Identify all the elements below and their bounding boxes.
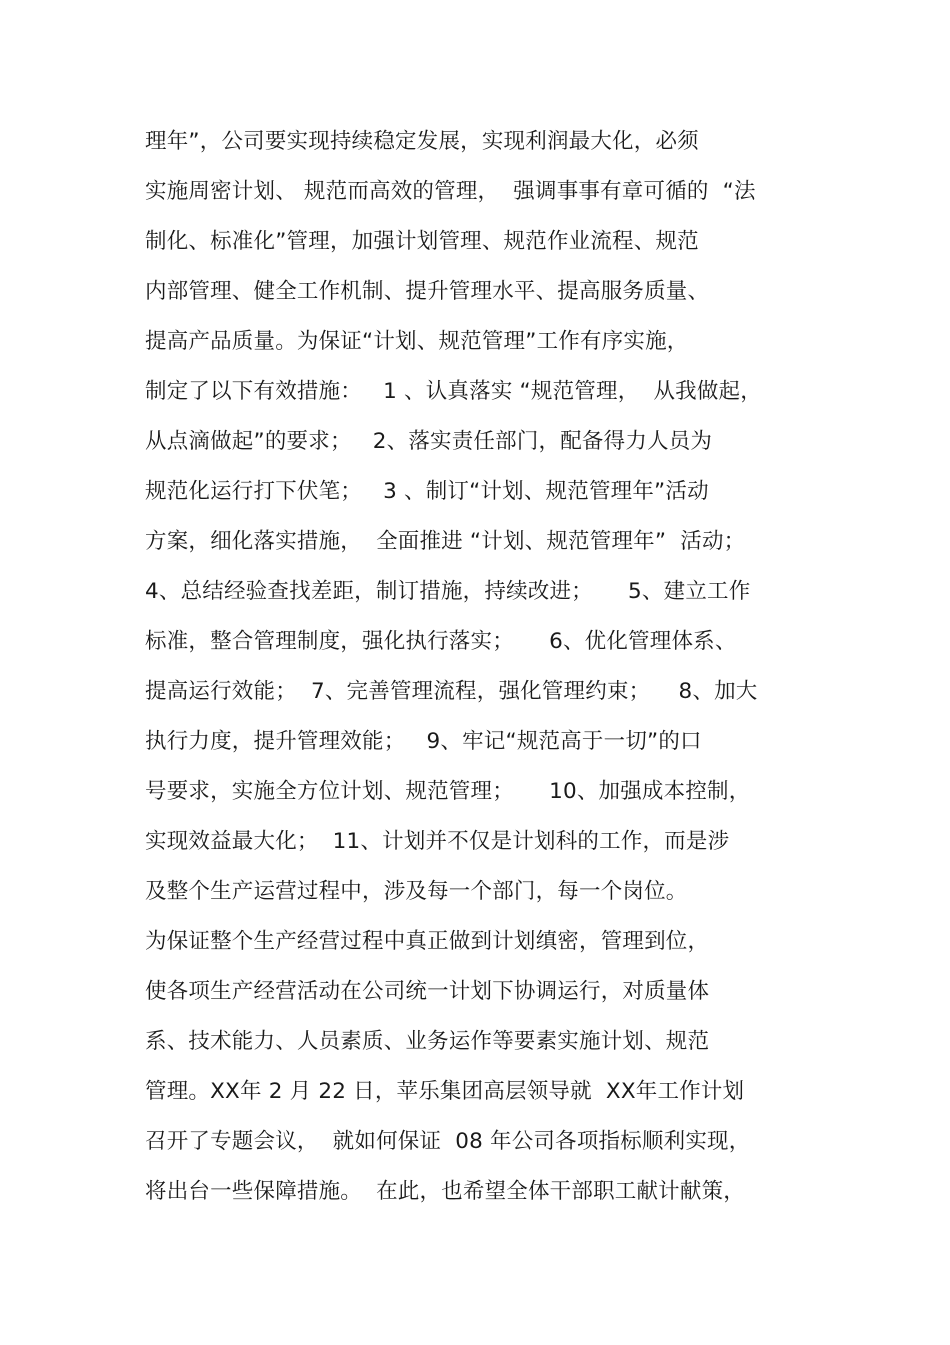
- text-line: 规范化运行打下伏笔； 3 、制订“计划、规范管理年”活动: [145, 479, 709, 504]
- text-line: 系、技术能力、人员素质、业务运作等要素实施计划、规范: [145, 1029, 710, 1054]
- text-line: 将出台一些保障措施。 在此，也希望全体干部职工献计献策，: [145, 1179, 745, 1204]
- text-line: 提高产品质量。为保证“计划、规范管理”工作有序实施，: [145, 329, 689, 354]
- text-line: 方案，细化落实措施， 全面推进 “计划、规范管理年” 活动；: [145, 529, 746, 554]
- text-line: 管理。XX年 2 月 22 日，苹乐集团高层领导就 XX年工作计划: [145, 1079, 745, 1104]
- text-line: 4、总结经验查找差距，制订措施，持续改进； 5、建立工作: [145, 579, 751, 604]
- text-line: 实现效益最大化； 11、计划并不仅是计划科的工作，而是涉: [145, 829, 730, 854]
- text-line: 内部管理、健全工作机制、提升管理水平、提高服务质量、: [145, 279, 710, 304]
- text-line: 制定了以下有效措施： 1 、认真落实 “规范管理， 从我做起，: [145, 379, 762, 404]
- text-line: 为保证整个生产经营过程中真正做到计划缜密，管理到位，: [145, 929, 710, 954]
- text-line: 号要求，实施全方位计划、规范管理； 10、加强成本控制，: [145, 779, 751, 804]
- text-line: 制化、标准化”管理，加强计划管理、规范作业流程、规范: [145, 229, 699, 254]
- text-line: 实施周密计划、 规范而高效的管理， 强调事事有章可循的 “法: [145, 179, 756, 204]
- text-line: 及整个生产运营过程中，涉及每一个部门，每一个岗位。: [145, 879, 688, 904]
- text-line: 召开了专题会议， 就如何保证 08 年公司各项指标顺利实现，: [145, 1129, 751, 1154]
- text-line: 标准，整合管理制度，强化执行落实； 6、优化管理体系、: [145, 629, 737, 654]
- text-line: 提高运行效能； 7、完善管理流程，强化管理约束； 8、加大: [145, 679, 758, 704]
- text-line: 执行力度，提升管理效能； 9、牢记“规范高于一切”的口: [145, 729, 702, 754]
- text-line: 从点滴做起”的要求； 2、落实责任部门，配备得力人员为: [145, 429, 713, 454]
- body-text: [145, 117, 815, 1217]
- text-line: 理年”，公司要实现持续稳定发展，实现利润最大化，必须: [145, 129, 699, 154]
- text-line: 使各项生产经营活动在公司统一计划下协调运行，对质量体: [145, 979, 710, 1004]
